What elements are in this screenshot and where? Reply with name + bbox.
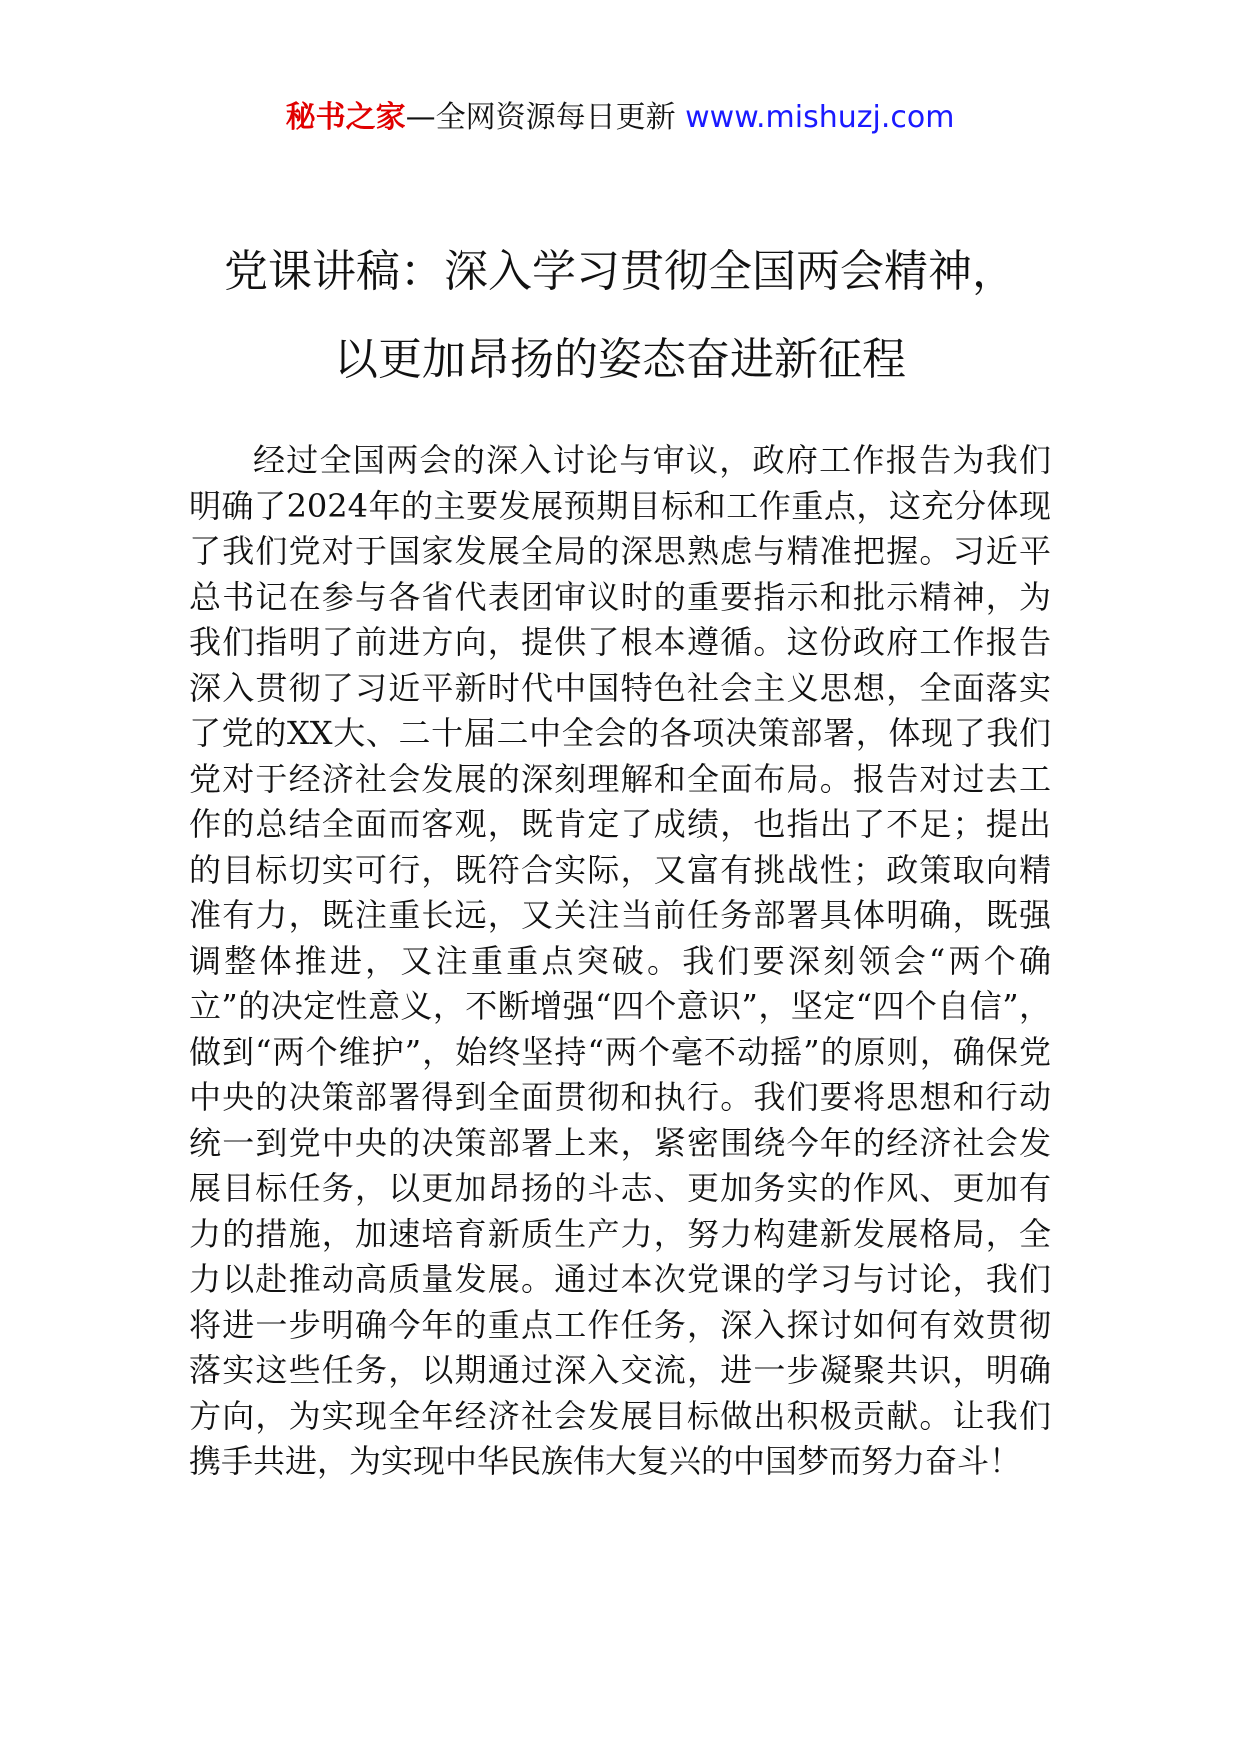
title-line-2: 以更加昂扬的姿态奋进新征程	[334, 334, 906, 385]
title-line-1: 党课讲稿：深入学习贯彻全国两会精神，	[224, 246, 1016, 297]
site-url-link[interactable]: www.mishuzj.com	[685, 100, 955, 135]
body-paragraph: 经过全国两会的深入讨论与审议，政府工作报告为我们明确了2024年的主要发展预期目标和工作重点，这充分体现了我们党对于国家发展全局的深思熟虑与精准把握。习近平总书记在参与各省代表团审议时的重要指示和批示精神，为我们指明了前进方向，提供了根本遵循。这份政府工作报告深入贯彻了习近平新时代中国特色社会主义思想，全面落实了党的XX大、二十届二中全会的各项决策部署，体现了我们党对于经济社会发展的深刻理解和全面布局。报告对过去工作的总结全面而客观，既肯定了成绩，也指出了不足；提出的目标切实可行，既符合实际，又富有挑战性；政策取向精准有力，既注重长远，又关注当前任务部署具体明确，既强调整体推进，又注重重点突破。我们要深刻领会“两个确立”的决定性意义，不断增强“四个意识”，坚定“四个自信”，做到“两个维护”，始终坚持“两个毫不动摇”的原则，确保党中央的决策部署得到全面贯彻和执行。我们要将思想和行动统一到党中央的决策部署上来，紧密围绕今年的经济社会发展目标任务，以更加昂扬的斗志、更加务实的作风、更加有力的措施，加速培育新质生产力，努力构建新发展格局，全力以赴推动高质量发展。通过本次党课的学习与讨论，我们将进一步明确今年的重点工作任务，深入探讨如何有效贯彻落实这些任务，以期通过深入交流，进一步凝聚共识，明确方向，为实现全年经济社会发展目标做出积极贡献。让我们携手共进，为实现中华民族伟大复兴的中国梦而努力奋斗！	[189, 441, 1051, 1480]
document-title	[0, 228, 1240, 404]
site-header	[0, 98, 1240, 138]
site-brand: 秘书之家	[285, 100, 406, 135]
site-tagline: —全网资源每日更新	[405, 100, 676, 135]
